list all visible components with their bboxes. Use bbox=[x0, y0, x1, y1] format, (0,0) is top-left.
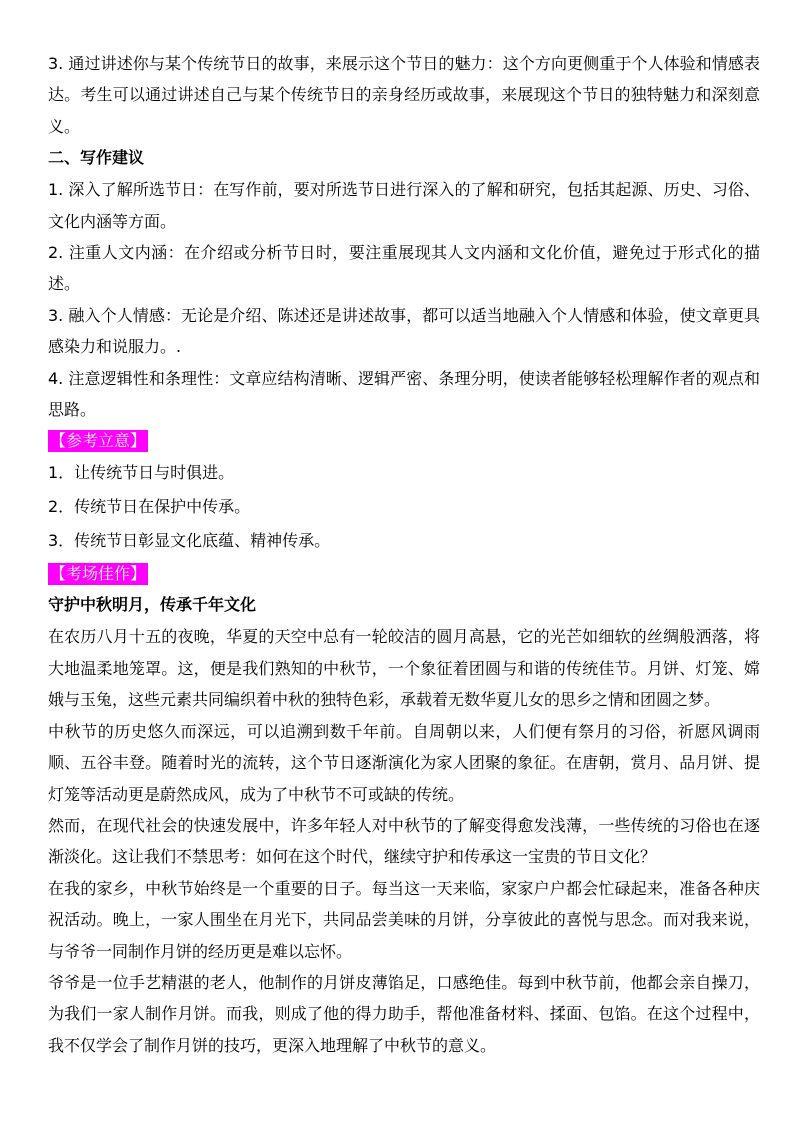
model-essay-tag-row bbox=[48, 558, 760, 589]
model-essay-tag: 【考场佳作】 bbox=[50, 564, 147, 584]
advice-item-1: 1. 深入了解所选节日：在写作前，要对所选节日进行深入的了解和研究，包括其起源、历史、习俗、文化内涵等方面。 bbox=[48, 180, 760, 231]
reference-idea-1: 1．让传统节日与时俱进。 bbox=[48, 463, 235, 483]
document-page bbox=[48, 48, 760, 1061]
reference-idea-3: 3．传统节日彰显文化底蕴、精神传承。 bbox=[48, 531, 331, 551]
advice-item-4: 4. 注意逻辑性和条理性：文章应结构清晰、逻辑严密、条理分明，使读者能够轻松理解作者的观点和思路。 bbox=[48, 368, 760, 420]
essay-paragraph-2: 中秋节的历史悠久而深远，可以追溯到数千年前。自周朝以来，人们便有祭月的习俗，祈愿风调雨顺、五谷丰登。随着时光的流转，这个节日逐渐演化为家人团聚的象征。在唐朝，赏月、品月饼、提灯笼等活动更是蔚然成风，成为了中秋节不可或缺的传统。 bbox=[48, 721, 760, 804]
essay-paragraph-3: 然而，在现代社会的快速发展中，许多年轻人对中秋节的了解变得愈发浅薄，一些传统的习俗也在逐渐淡化。这让我们不禁思考：如何在这个时代，继续守护和传承这一宝贵的节日文化？ bbox=[48, 815, 760, 867]
advice-item-3: 3. 融入个人情感：无论是介绍、陈述还是讲述故事，都可以适当地融入个人情感和体验，使文章更具感染力和说服力。. bbox=[48, 305, 760, 357]
reference-ideas-tag: 【参考立意】 bbox=[50, 431, 147, 451]
essay-title: 守护中秋明月，传承千年文化 bbox=[48, 595, 257, 615]
direction-item-3: 3. 通过讲述你与某个传统节日的故事，来展示这个节日的魅力：这个方向更侧重于个人体验和情感表达。考生可以通过讲述自己与某个传统节日的亲身经历或故事，来展现这个节日的独特魅力和深刻意义。 bbox=[48, 54, 760, 136]
essay-paragraph-5: 爷爷是一位手艺精湛的老人，他制作的月饼皮薄馅足，口感绝佳。每到中秋节前，他都会亲自操刀，为我们一家人制作月饼。而我，则成了他的得力助手，帮他准备材料、揉面、包馅。在这个过程中，我不仅学会了制作月饼的技巧，更深入地理解了中秋节的意义。 bbox=[48, 972, 760, 1055]
writing-advice-heading: 二、写作建议 bbox=[48, 148, 145, 168]
essay-paragraph-1: 在农历八月十五的夜晚，华夏的天空中总有一轮皎洁的圆月高悬，它的光芒如细软的丝绸般洒落，将大地温柔地笼罩。这，便是我们熟知的中秋节，一个象征着团圆与和谐的传统佳节。月饼、灯笼、嫦娥与玉兔，这些元素共同编织着中秋的独特色彩，承载着无数华夏儿女的思乡之情和团圆之梦。 bbox=[48, 627, 760, 710]
advice-item-2: 2. 注重人文内涵：在介绍或分析节日时，要注重展现其人文内涵和文化价值，避免过于形式化的描述。 bbox=[48, 243, 760, 294]
reference-ideas-tag-row bbox=[48, 425, 760, 456]
essay-paragraph-4: 在我的家乡，中秋节始终是一个重要的日子。每当这一天来临，家家户户都会忙碌起来，准备各种庆祝活动。晚上，一家人围坐在月光下，共同品尝美味的月饼，分享彼此的喜悦与思念。而对我来说，与爷爷一同制作月饼的经历更是难以忘怀。 bbox=[48, 878, 760, 961]
reference-idea-2: 2．传统节日在保护中传承。 bbox=[48, 497, 251, 517]
